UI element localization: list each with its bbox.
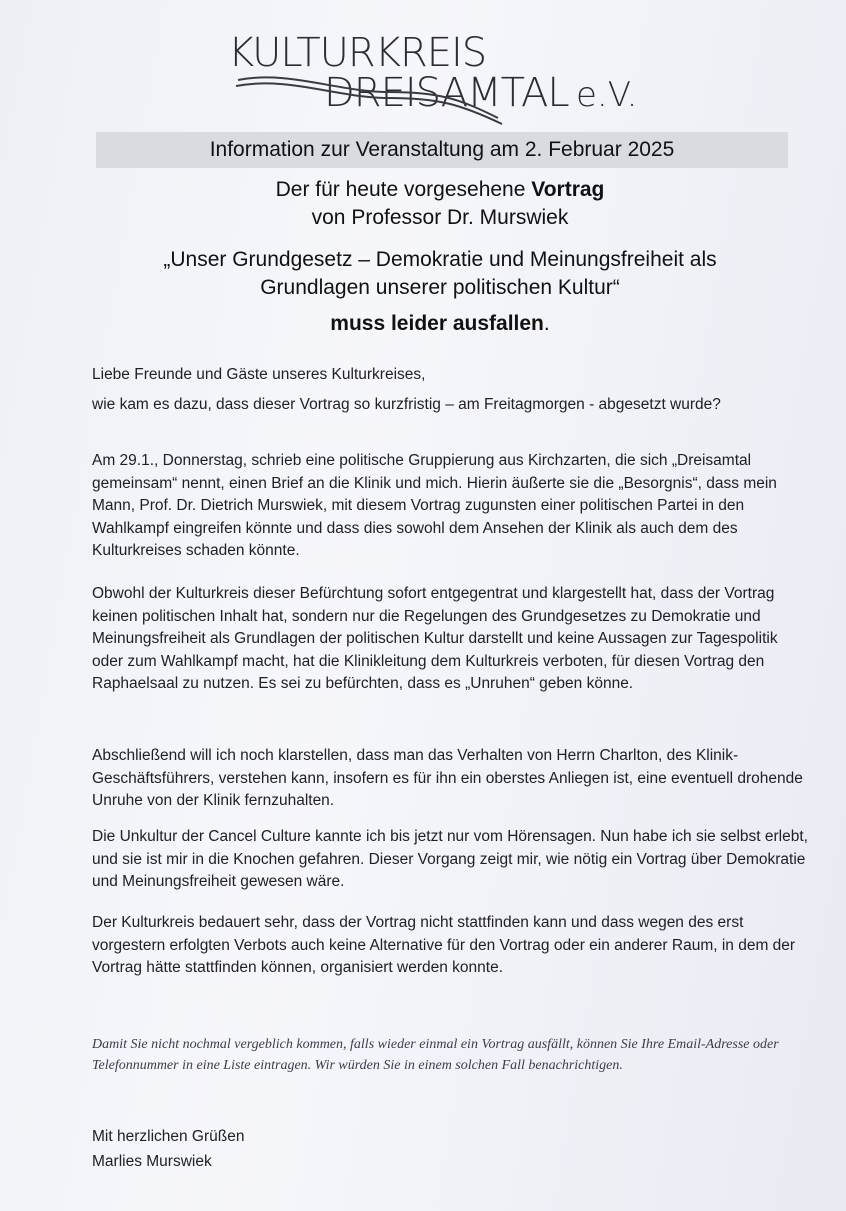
paragraph-question: wie kam es dazu, dass dieser Vortrag so kurzfristig – am Freitagmorgen - abgesetzt wurde?	[92, 396, 721, 413]
contact-list-note: Damit Sie nicht nochmal vergeblich kommen, falls wieder einmal ein Vortrag ausfällt, können Sie Ihre Email-Adresse oder Telefonnummer in eine Liste eintragen. Wir würden Sie in einem solchen Fall benachrichtigen.	[92, 1037, 779, 1073]
salutation: Liebe Freunde und Gäste unseres Kulturkreises,	[92, 366, 426, 383]
kulturkreis-logo	[228, 22, 668, 130]
lecture-title-line-1: „Unser Grundgesetz – Demokratie und Meinungsfreiheit als	[163, 248, 717, 271]
logo-line1: KULTURKREIS	[228, 30, 487, 76]
logo-suffix: e.V.	[576, 75, 638, 115]
lecture-speaker: von Professor Dr. Murswiek	[311, 206, 569, 229]
paragraph-2: Obwohl der Kulturkreis dieser Befürchtung sofort entgegentrat und klargestellt hat, dass der Vortrag keinen politischen Inhalt hat, sondern nur die Regelungen des Grundgesetzes zu Demokratie und Meinungsfreiheit als Grundlagen der politischen Kultur darstellt und keine Aussagen zur Tagespolitik oder zum Wahlkampf macht, hat die Klinikleitung dem Kulturkreis verboten, für diesen Vortrag den Raphaelsaal zu nutzen. Es sei zu befürchten, dass es „Unruhen“ geben könne.	[92, 585, 778, 692]
lecture-title	[60, 246, 820, 302]
cancellation-text: muss leider ausfallen	[330, 312, 544, 335]
paragraph-5: Der Kulturkreis bedauert sehr, dass der Vortrag nicht stattfinden kann und dass wegen des erst vorgestern erfolgten Verbots auch keine Alternative für den Vortrag oder ein anderer Raum, in dem der Vortrag hätte stattfinden können, organisiert werden konnte.	[92, 914, 796, 976]
lecture-title-line-2: Grundlagen unserer politischen Kultur“	[260, 276, 620, 299]
lecture-word-bold: Vortrag	[531, 178, 605, 201]
paragraph-4: Die Unkultur der Cancel Culture kannte ich bis jetzt nur vom Hörensagen. Nun habe ich sie selbst erlebt, und sie ist mir in die Knochen gefahren. Dieser Vorgang zeigt mir, wie nötig ein Vortrag über Demokratie und Meinungsfreiheit gewesen wäre.	[92, 828, 808, 890]
cancellation-dot: .	[543, 312, 550, 335]
lecture-announcement	[60, 176, 820, 232]
lecture-line-1-text: Der für heute vorgesehene	[275, 178, 532, 201]
logo-line2: DREISAMTAL	[324, 70, 569, 116]
paragraph-1: Am 29.1., Donnerstag, schrieb eine politische Gruppierung aus Kirchzarten, die sich „Dreisamtal gemeinsam“ nennt, einen Brief an die Klinik und mich. Hierin äußerte sie die „Besorgnis“, dass mein Mann, Prof. Dr. Dietrich Murswiek, mit diesem Vortrag zugunsten einer politischen Partei in den Wahlkampf eingreifen könnte und dass dies sowohl dem Ansehen der Klinik als auch dem des Kulturkreises schaden könnte.	[92, 452, 777, 559]
event-info-line: Information zur Veranstaltung am 2. Februar 2025	[209, 138, 675, 161]
paragraph-3: Abschließend will ich noch klarstellen, dass man das Verhalten von Herrn Charlton, des Klinik-Geschäftsführers, verstehen kann, insofern es für ihn ein oberstes Anliegen ist, eine eventuell drohende Unruhe von der Klinik fernzuhalten.	[92, 747, 803, 809]
lecture-line-1	[60, 176, 820, 204]
signature-name: Marlies Murswiek	[92, 1153, 212, 1170]
cancellation-notice	[60, 312, 820, 336]
closing-greeting: Mit herzlichen Grüßen	[92, 1128, 245, 1145]
closing-block	[92, 1124, 244, 1174]
